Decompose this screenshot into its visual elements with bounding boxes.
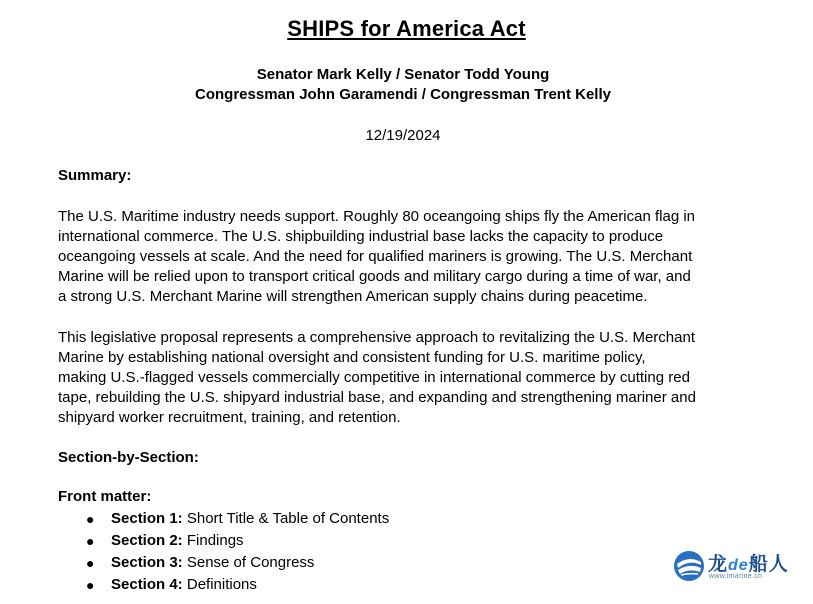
summary-paragraph-2 (58, 328, 758, 428)
summary-heading: Summary: (58, 167, 132, 184)
bullet-icon: ● (86, 511, 95, 527)
section-text: Definitions (186, 576, 257, 593)
bullet-icon: ● (86, 533, 95, 549)
brand-suffix: 船人 (748, 554, 789, 575)
text-line: a strong U.S. Merchant Marine will strengthen American supply chains during peacetime. (58, 288, 648, 305)
section-by-section-heading: Section-by-Section: (58, 449, 199, 466)
document-title: SHIPS for America Act (287, 16, 526, 41)
section-text: Findings (186, 532, 244, 549)
text-line: international commerce. The U.S. shipbuilding industrial base lacks the capacity to produce (58, 228, 664, 245)
front-matter-heading: Front matter: (58, 488, 152, 505)
text-line: Marine will be relied upon to transport critical goods and military cargo during a time of war, and (58, 268, 691, 285)
text-line: tape, rebuilding the U.S. shipyard industrial base, and expanding and strengthening mariner and (58, 389, 696, 406)
text-line: making U.S.-flagged vessels commercially competitive in international commerce by cutting red (58, 369, 690, 386)
watermark-logo (672, 549, 794, 585)
section-label: Section 2: (111, 532, 183, 549)
section-text: Sense of Congress (186, 554, 315, 571)
list-item (58, 574, 389, 596)
bullet-icon: ● (86, 577, 95, 593)
text-line: Marine by establishing national oversight and consistent funding for U.S. maritime policy, (58, 349, 646, 366)
text-line: oceangoing vessels at scale. And the need for qualified mariners is growing. The U.S. Merchant (58, 248, 693, 265)
list-item (58, 552, 389, 574)
brand-prefix: 龙 (708, 554, 729, 575)
section-label: Section 3: (111, 554, 183, 571)
house-sponsors: Congressman John Garamendi / Congressman Trent Kelly (195, 86, 611, 103)
brand-de: de (728, 557, 749, 574)
section-list (58, 508, 389, 596)
section-text: Short Title & Table of Contents (186, 510, 390, 527)
ship-logo-icon (672, 549, 706, 583)
text-line: This legislative proposal represents a comprehensive approach to revitalizing the U.S. Merchant (58, 329, 695, 346)
watermark-url: www.imarine.cn (709, 573, 763, 580)
section-label: Section 1: (111, 510, 183, 527)
bullet-icon: ● (86, 555, 95, 571)
list-item (58, 508, 389, 530)
watermark-brand (708, 549, 789, 576)
text-line: shipyard worker recruitment, training, and retention. (58, 409, 401, 426)
text-line: The U.S. Maritime industry needs support. Roughly 80 oceangoing ships fly the American flag in (58, 208, 696, 225)
list-item (58, 530, 389, 552)
senate-sponsors: Senator Mark Kelly / Senator Todd Young (256, 66, 550, 83)
section-label: Section 4: (111, 576, 183, 593)
document-date: 12/19/2024 (365, 127, 441, 144)
summary-paragraph-1 (58, 207, 758, 307)
